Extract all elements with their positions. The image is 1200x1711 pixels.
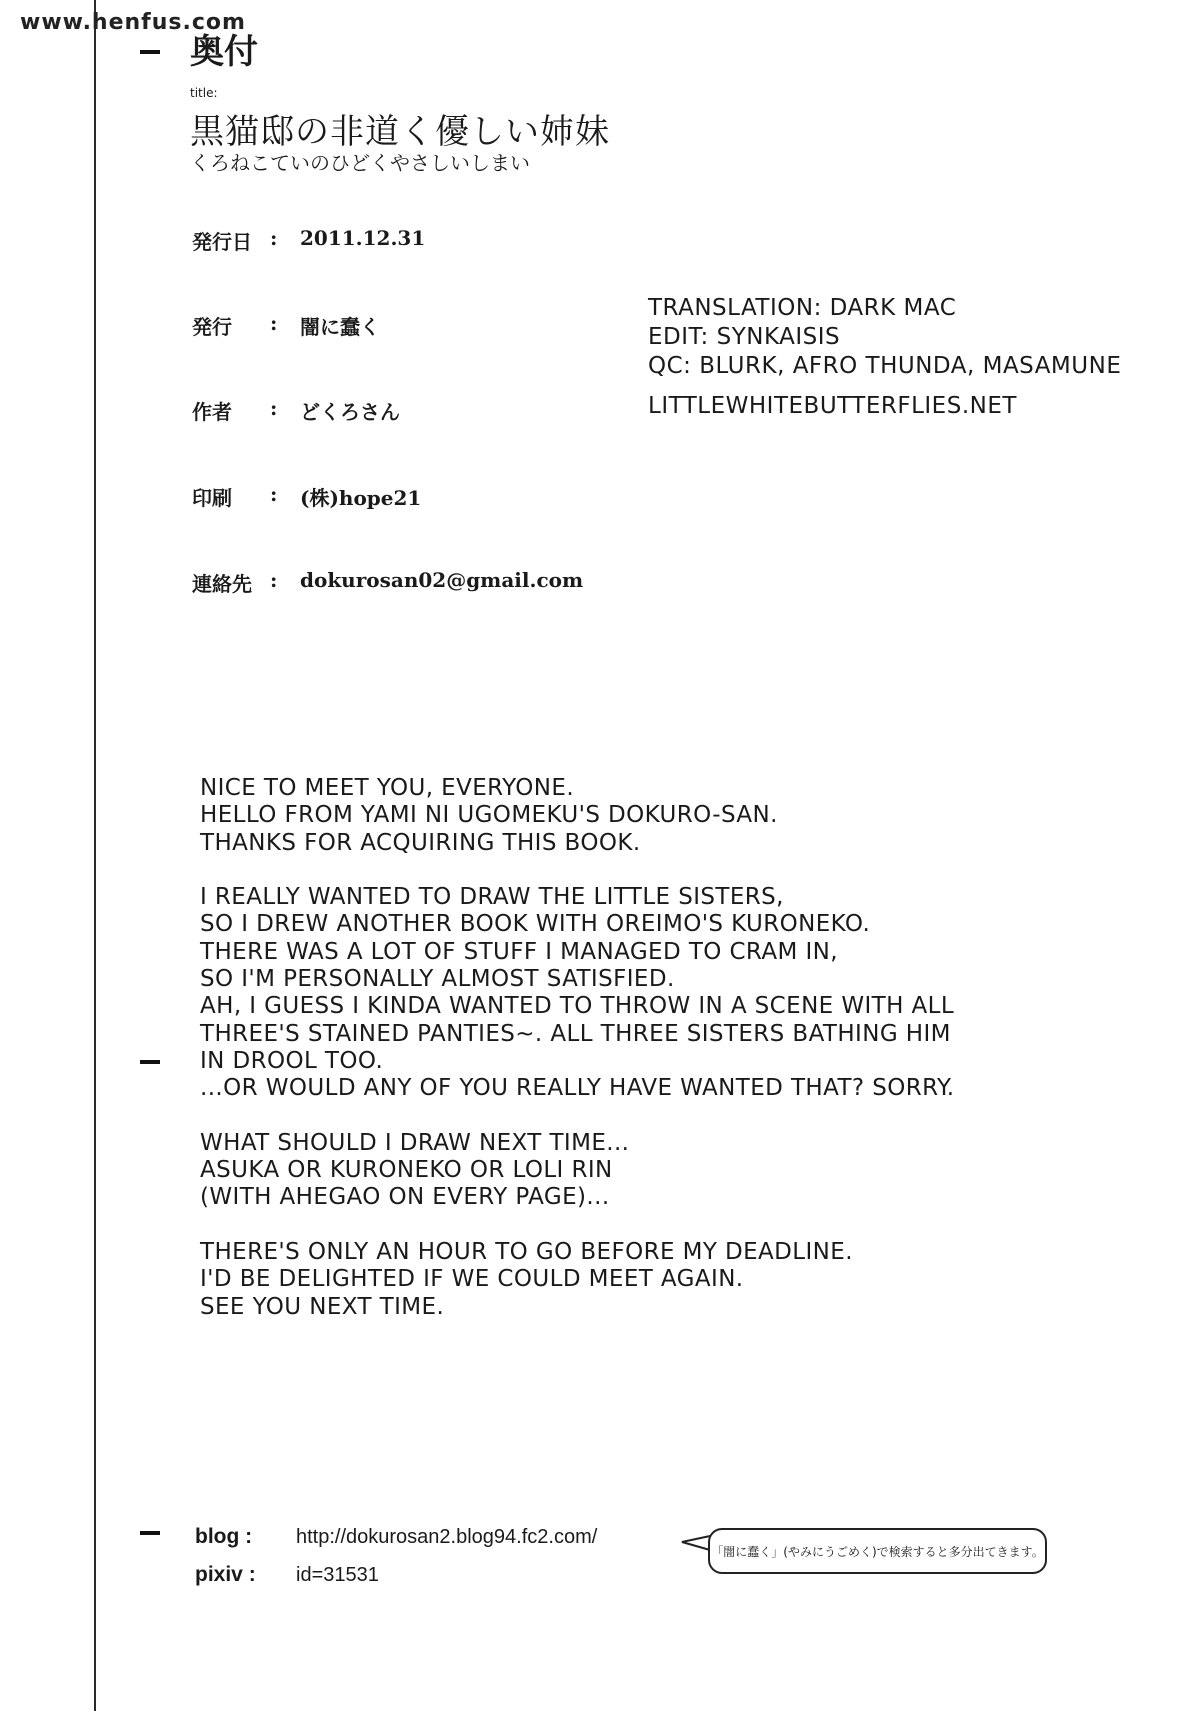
blog-label: blog : [195,1525,253,1548]
note-line: I REALLY WANTED TO DRAW THE LITTLE SISTERS, [200,884,784,911]
credit-site: LITTLEWHITEBUTTERFLIES.NET [648,393,1017,419]
note-line: NICE TO MEET YOU, EVERYONE. [200,775,575,801]
blog-url: http://dokurosan2.blog94.fc2.com/ [296,1526,598,1548]
note-line: ...OR WOULD ANY OF YOU REALLY HAVE WANTED THAT? SORRY. [200,1075,955,1102]
note-line: ASUKA OR KURONEKO OR LOLI RIN [200,1157,613,1184]
meta-colon: : [270,482,278,506]
colophon-heading: 奥付 [190,32,258,72]
credit-translation: TRANSLATION: DARK MAC [648,295,957,321]
meta-colon: : [270,226,278,250]
meta-label: 発行日 [192,230,252,254]
search-hint-bubble [708,1528,1047,1574]
meta-colon: : [270,396,278,420]
credit-edit: EDIT: SYNKAISIS [648,324,841,350]
translation-credits [648,294,1121,381]
margin-dash-middle [140,1060,160,1064]
title-label: title: [190,86,218,100]
note-line: THERE'S ONLY AN HOUR TO GO BEFORE MY DEADLINE. [200,1239,853,1266]
note-line: (WITH AHEGAO ON EVERY PAGE)... [200,1184,610,1211]
note-line: SEE YOU NEXT TIME. [200,1293,445,1320]
meta-label: 作者 [192,400,232,424]
credit-qc: QC: BLURK, AFRO THUNDA, MASAMUNE [648,353,1122,379]
margin-dash-bottom [140,1531,160,1535]
meta-value: 2011.12.31 [300,226,426,250]
note-line: IN DROOL TOO. [200,1047,384,1074]
note-line: I'D BE DELIGHTED IF WE COULD MEET AGAIN. [200,1266,744,1293]
pixiv-label: pixiv : [195,1563,256,1586]
meta-value: (株)hope21 [300,486,422,510]
search-hint-text: 「闇に蠢く」(やみにうごめく)で検索すると多分出てきます。 [711,1544,1044,1559]
meta-label: 発行 [192,315,232,339]
note-line: THREE'S STAINED PANTIES~. ALL THREE SISTERS BATHING HIM [200,1020,951,1047]
meta-colon: : [270,311,278,335]
note-line: SO I DREW ANOTHER BOOK WITH OREIMO'S KURONEKO. [200,911,871,938]
note-line: THANKS FOR ACQUIRING THIS BOOK. [200,829,641,856]
note-line: HELLO FROM YAMI NI UGOMEKU'S DOKURO-SAN. [200,802,778,829]
pixiv-id: id=31531 [296,1564,379,1586]
book-title: 黒猫邸の非道く優しい姉妹 [190,112,610,152]
meta-value: dokurosan02@gmail.com [300,568,584,592]
note-line: SO I'M PERSONALLY ALMOST SATISFIED. [200,966,675,993]
note-line: AH, I GUESS I KINDA WANTED TO THROW IN A SCENE WITH ALL [200,993,955,1020]
note-spacer [200,1103,955,1130]
author-note [200,775,955,1321]
meta-label: 連絡先 [192,572,252,596]
note-spacer [200,1212,955,1239]
meta-value: 闇に蠢く [300,315,380,339]
book-title-reading: くろねこていのひどくやさしいしまい [190,151,530,175]
meta-value: どくろさん [300,400,400,424]
meta-colon: : [270,568,278,592]
note-spacer [200,857,955,884]
margin-line [94,0,96,1711]
note-line: WHAT SHOULD I DRAW NEXT TIME... [200,1129,630,1156]
meta-label: 印刷 [192,486,232,510]
margin-dash-top [140,50,160,54]
note-line: THERE WAS A LOT OF STUFF I MANAGED TO CRAM IN, [200,938,838,965]
watermark: www.henfus.com [20,10,246,35]
